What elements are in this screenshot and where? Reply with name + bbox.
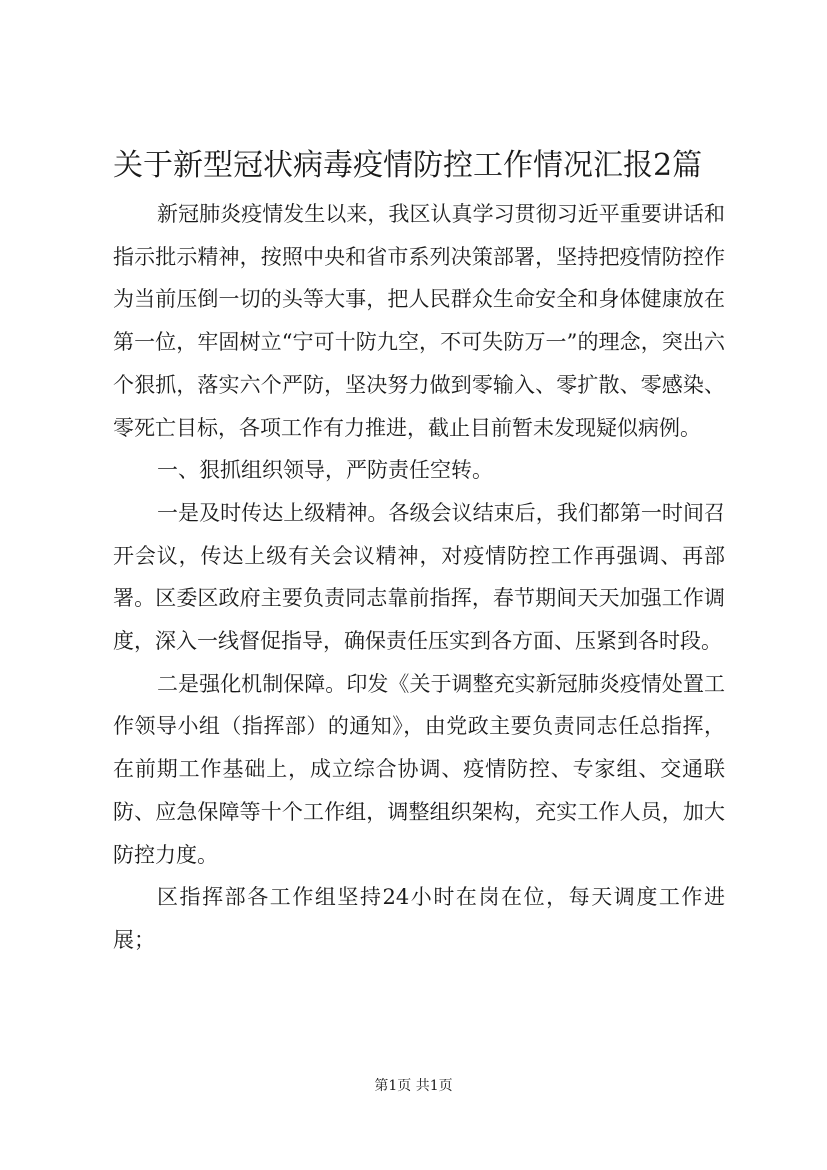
paragraph-intro: 新冠肺炎疫情发生以来，我区认真学习贯彻习近平重要讲话和指示批示精神，按照中央和省市系列决策部署，坚持把疫情防控作为当前压倒一切的头等大事，把人民群众生命安全和身体健康放在第一位，牢固树立“宁可十防九空，不可失防万一”的理念，突出六个狠抓，落实六个严防，坚决努力做到零输入、零扩散、零感染、零死亡目标，各项工作有力推进，截止目前暂未发现疑似病例。 (113, 202, 725, 440)
document-body (113, 193, 725, 962)
paragraph-item-one: 一是及时传达上级精神。各级会议结束后，我们都第一时间召开会议，传达上级有关会议精神，对疫情防控工作再强调、再部署。区委区政府主要负责同志靠前指挥，春节期间天天加强工作调度，深入一线督促指导，确保责任压实到各方面、压紧到各时段。 (113, 500, 725, 654)
paragraph-item-two: 二是强化机制保障。印发《关于调整充实新冠肺炎疫情处置工作领导小组（指挥部）的通知》，由党政主要负责同志任总指挥，在前期工作基础上，成立综合协调、疫情防控、专家组、交通联防、应急保障等十个工作组，调整组织架构，充实工作人员，加大防控力度。 (113, 671, 725, 867)
paragraph-continuation: 区指挥部各工作组坚持24小时在岗在位，每天调度工作进展； (113, 885, 725, 952)
paragraph-section-heading: 一、狠抓组织领导，严防责任空转。 (157, 458, 493, 483)
document-title: 关于新型冠状病毒疫情防控工作情况汇报2篇 (113, 148, 703, 183)
page-footer: 第1页 共1页 (374, 1078, 453, 1094)
